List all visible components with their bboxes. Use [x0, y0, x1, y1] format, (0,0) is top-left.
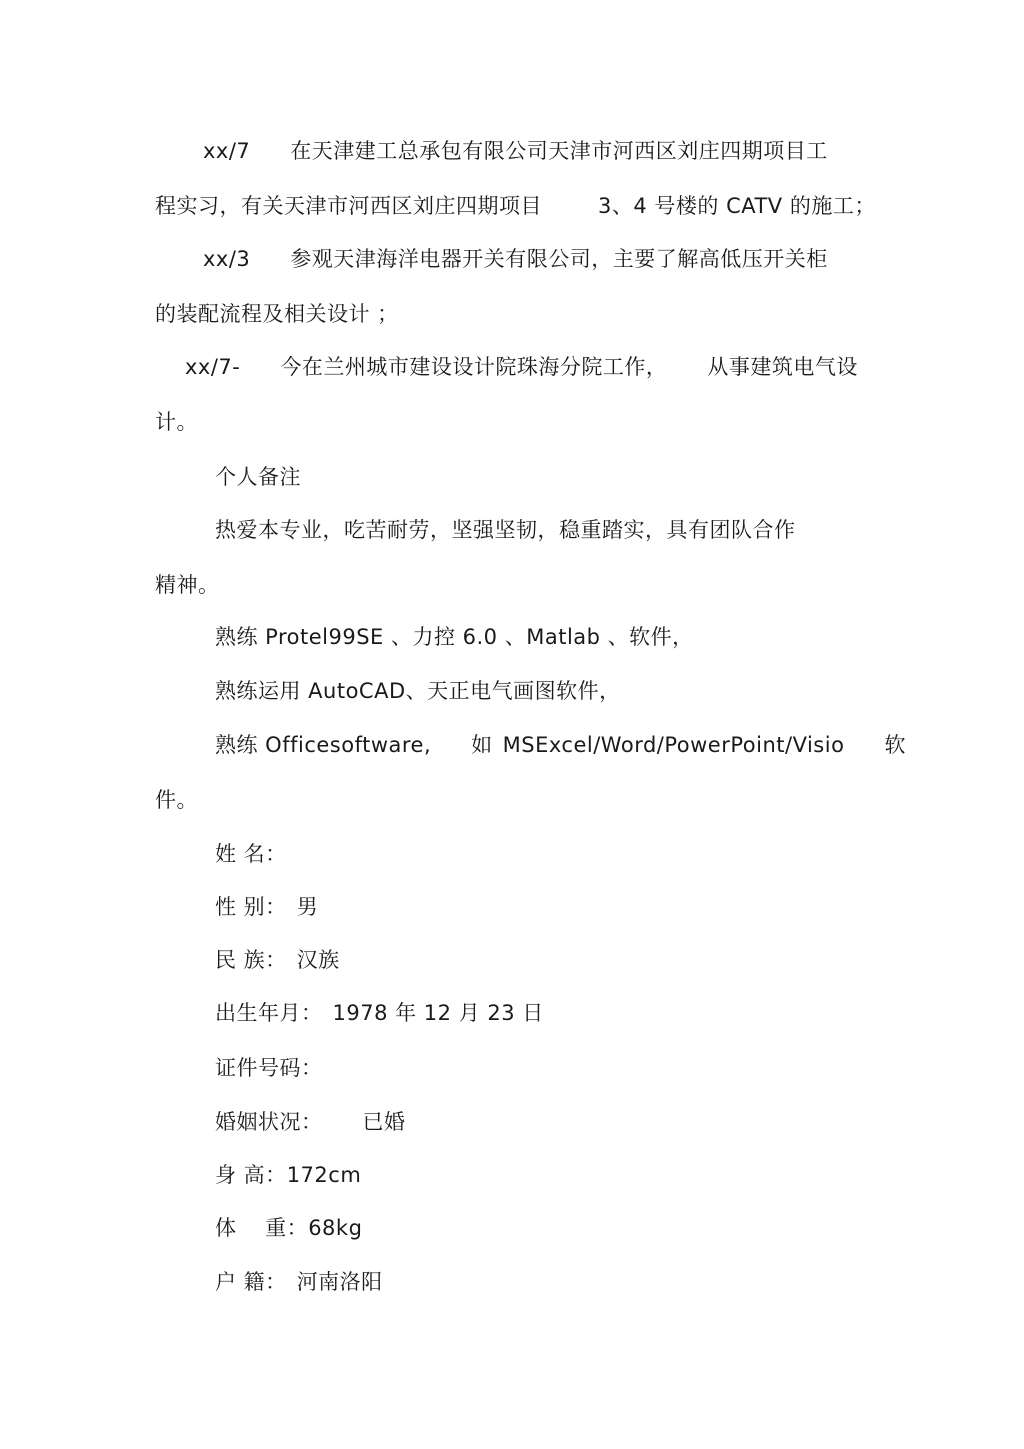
- entry-3-text-cont: 计。: [155, 410, 198, 434]
- profile-marital-row: [215, 1108, 406, 1136]
- experience-entry-2-line-1: [203, 245, 828, 273]
- remarks-line-3: 熟练运用 AutoCAD、天正电气画图软件，: [215, 679, 621, 703]
- profile-id-row: [215, 1054, 323, 1082]
- profile-hometown-row: [215, 1268, 383, 1296]
- profile-birth-label: 出生年月：: [215, 1001, 323, 1025]
- experience-entry-1-line-1: [203, 137, 828, 165]
- entry-1-text: 在天津建工总承包有限公司天津市河西区刘庄四期项目工: [290, 139, 828, 163]
- experience-entry-3-line-1: [185, 353, 858, 381]
- remarks-line-4-c: MSExcel/Word/PowerPoint/Visio: [502, 733, 845, 757]
- profile-marital-value: 已婚: [362, 1110, 406, 1134]
- profile-id-label: 证件号码：: [215, 1056, 323, 1080]
- profile-hometown-value: 河南洛阳: [296, 1270, 383, 1294]
- remarks-heading: 个人备注: [215, 465, 301, 489]
- profile-birth-value: 1978 年 12 月 23 日: [332, 1001, 544, 1025]
- remarks-line-2: 熟练 Protel99SE 、力控 6.0 、Matlab 、软件，: [215, 625, 694, 649]
- profile-birth-row: [215, 999, 544, 1027]
- entry-3-text-tail: 从事建筑电气设: [707, 355, 858, 379]
- entry-2-text: 参观天津海洋电器开关有限公司，主要了解高低压开关柜: [290, 247, 828, 271]
- entry-1-text-cont: 程实习，有关天津市河西区刘庄四期项目: [155, 194, 542, 218]
- entry-1-text-tail: 3、4 号楼的 CATV 的施工；: [598, 194, 876, 218]
- profile-ethnicity-label: 民 族：: [215, 948, 287, 972]
- profile-gender-label: 性 别：: [215, 895, 287, 919]
- experience-entry-3-line-2: [155, 408, 198, 436]
- entry-3-text: 今在兰州城市建设设计院珠海分院工作，: [280, 355, 668, 379]
- profile-hometown-label: 户 籍：: [215, 1270, 287, 1294]
- remarks-line-4-b: 如: [471, 733, 493, 757]
- profile-height-row: [215, 1161, 361, 1189]
- profile-weight-value: 68kg: [308, 1216, 363, 1240]
- entry-1-date: xx/7: [203, 139, 251, 163]
- experience-entry-1-line-2: [155, 192, 876, 220]
- profile-name-label: 姓 名：: [215, 842, 287, 866]
- remarks-line-4-a: 熟练 Officesoftware,: [215, 733, 432, 757]
- entry-3-date: xx/7-: [185, 355, 241, 379]
- profile-gender-row: [215, 893, 318, 921]
- profile-height-label: 身 高：: [215, 1163, 287, 1187]
- experience-entry-2-line-2: [155, 300, 399, 328]
- profile-weight-label: 体 重：: [215, 1216, 309, 1240]
- remarks-line-1-cont: 精神。: [155, 573, 220, 597]
- profile-ethnicity-value: 汉族: [296, 948, 340, 972]
- profile-gender-value: 男: [296, 895, 319, 919]
- remarks-line-1: 热爱本专业，吃苦耐劳，坚强坚韧，稳重踏实，具有团队合作: [215, 518, 796, 542]
- profile-height-value: 172cm: [286, 1163, 362, 1187]
- profile-ethnicity-row: [215, 946, 340, 974]
- entry-2-date: xx/3: [203, 247, 251, 271]
- remarks-line-4: [215, 731, 906, 759]
- entry-2-text-cont: 的装配流程及相关设计 ；: [155, 302, 399, 326]
- profile-marital-label: 婚姻状况：: [215, 1110, 323, 1134]
- profile-weight-row: [215, 1214, 362, 1242]
- profile-name-row: [215, 840, 287, 868]
- remarks-line-4-cont: 件。: [155, 788, 198, 812]
- remarks-line-4-d: 软: [884, 733, 906, 757]
